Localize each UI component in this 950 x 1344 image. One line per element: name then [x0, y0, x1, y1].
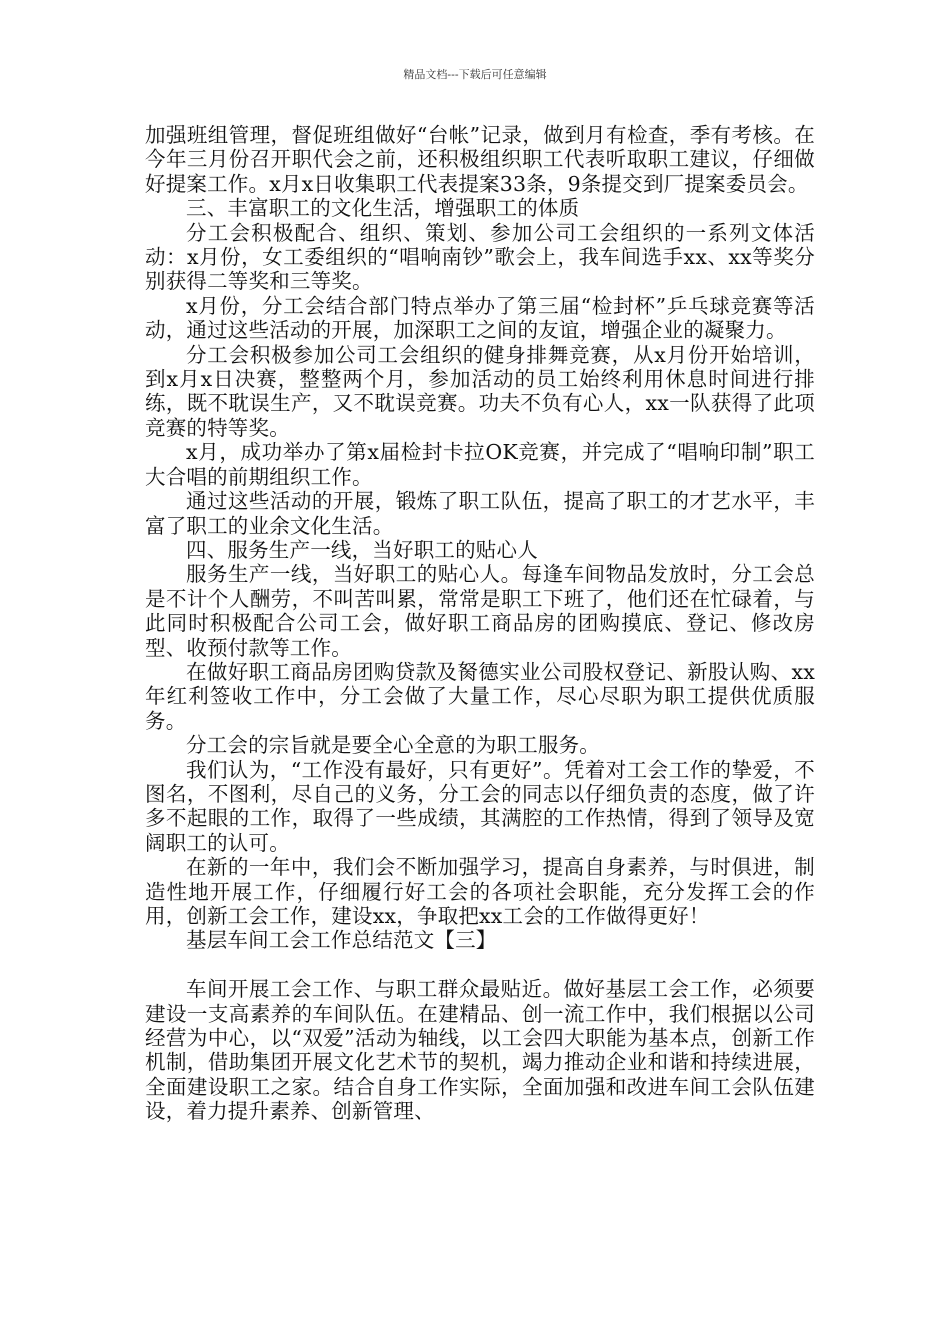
- paragraph: 我们认为，“工作没有最好，只有更好”。凭着对工会工作的挚爱，不图名，不图利，尽自己的义务，分工会的同志以仔细负责的态度，做了许多不起眼的工作，取得了一些成绩，其满腔的工作热情，得到了领导及宽阔职工的认可。: [145, 757, 815, 855]
- paragraph: 分工会积极参加公司工会组织的健身排舞竞赛，从x月份开始培训，到x月x日决赛，整整两个月，参加活动的员工始终利用休息时间进行排练，既不耽误生产，又不耽误竞赛。功夫不负有心人，xx一队获得了此项竞赛的特等奖。: [145, 342, 815, 440]
- paragraph: 车间开展工会工作、与职工群众最贴近。做好基层工会工作，必须要建设一支高素养的车间队伍。在建精品、创一流工作中，我们根据以公司经营为中心，以“双爱”活动为轴线，以工会四大职能为基本点，创新工作机制，借助集团开展文化艺术节的契机，竭力推动企业和谐和持续进展，全面建设职工之家。结合自身工作实际，全面加强和改进车间工会队伍建设，着力提升素养、创新管理、: [145, 977, 815, 1124]
- document-title: 基层车间工会工作总结范文【三】: [186, 928, 497, 953]
- paragraph: 加强班组管理，督促班组做好“台帐”记录，做到月有检查，季有考核。在今年三月份召开职代会之前，还积极组织职工代表听取职工建议，仔细做好提案工作。x月x日收集职工代表提案33条，9条提交到厂提案委员会。: [145, 123, 815, 196]
- paragraph: 分工会积极配合、组织、策划、参加公司工会组织的一系列文体活动：x月份，女工委组织的“唱响南钞”歌会上，我车间选手xx、xx等奖分别获得二等奖和三等奖。: [145, 220, 815, 294]
- paragraph: 分工会的宗旨就是要全心全意的为职工服务。: [186, 733, 600, 758]
- paragraph: 在做好职工商品房团购贷款及胬德实业公司股权登记、新股认购、xx年红利签收工作中，分工会做了大量工作，尽心尽职为职工提供优质服务。: [145, 659, 815, 733]
- paragraph: x月份，分工会结合部门特点举办了第三届“检封杯”乒乓球竞赛等活动，通过这些活动的开展，加深职工之间的友谊，增强企业的凝聚力。: [145, 293, 815, 343]
- paragraph: 通过这些活动的开展，锻炼了职工队伍，提高了职工的才艺水平，丰富了职工的业余文化生活。: [145, 489, 815, 538]
- document-body: [145, 123, 815, 1124]
- blank-line: [145, 953, 815, 977]
- paragraph: x月，成功举办了第x届检封卡拉OK竞赛，并完成了“唱响印制”职工大合唱的前期组织工作。: [145, 440, 815, 489]
- paragraph: 在新的一年中，我们会不断加强学习，提高自身素养，与时俱进，制造性地开展工作，仔细履行好工会的各项社会职能，充分发挥工会的作用，创新工会工作，建设xx，争取把xx工会的工作做得更好！: [145, 855, 815, 928]
- page-header: 精品文档---下载后可任意编辑: [403, 68, 547, 81]
- section-heading: 三、丰富职工的文化生活，增强职工的体质: [186, 196, 580, 221]
- section-heading: 四、服务生产一线，当好职工的贴心人: [186, 537, 538, 562]
- paragraph: 服务生产一线，当好职工的贴心人。每逢车间物品发放时，分工会总是不计个人酬劳，不叫苦叫累，常常是职工下班了，他们还在忙碌着，与此同时积极配合公司工会，做好职工商品房的团购摸底、登记、修改房型、收预付款等工作。: [145, 562, 815, 660]
